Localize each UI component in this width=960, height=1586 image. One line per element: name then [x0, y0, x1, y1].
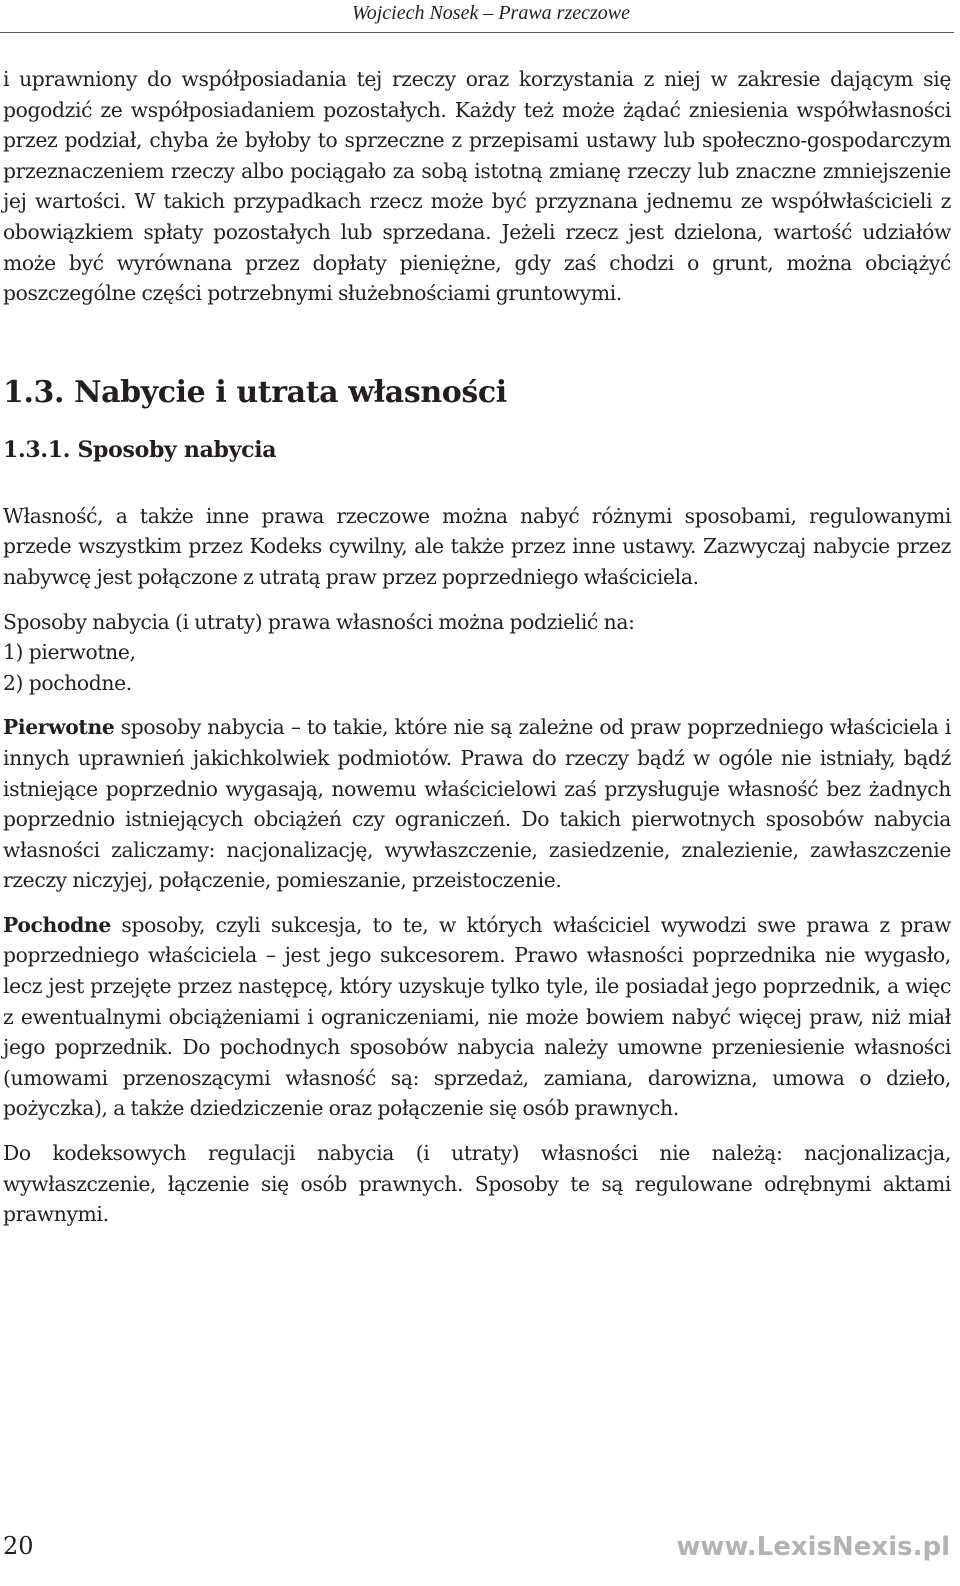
- paragraph-acquisition-intro: Własność, a także inne prawa rzeczowe można nabyć różnymi sposobami, regulowanymi przede wszystkim przez Kodeks cywilny, ale także przez inne ustawy. Zazwyczaj nabycie przez nabywcę jest połączone z utratą praw przez poprzedniego właściciela.: [3, 503, 951, 589]
- list-item-derivative: 2) pochodne.: [3, 670, 132, 695]
- derivative-acquisition-text: sposoby, czyli sukcesja, to te, w których właściciel wywodzi swe prawa z praw poprzedniego właściciela – jest jego sukcesorem. Prawo własności poprzednika nie wygasło, lecz jest przejęte przez następcę, który uzyskuje tylko tyle, ile posiadał jego poprzednik, a więc z ewentualnymi obciążeniami i ograniczeniami, nie może bowiem nabyć więcej praw, niż miał jego poprzednik. Do pochodnych sposobów nabycia należy umowne przeniesienie własności (umowami przenoszącymi własność są: sprzedaż, zamiana, darowizna, umowa o dzieło, pożyczka), a także dziedziczenie oraz połączenie się osób prawnych.: [3, 912, 951, 1121]
- term-original: Pierwotne: [3, 715, 115, 740]
- term-derivative: Pochodne: [3, 912, 111, 937]
- page-body: [3, 64, 951, 1230]
- section-heading: 1.3. Nabycie i utrata własności: [3, 374, 507, 410]
- paragraph-code-regulations: Do kodeksowych regulacji nabycia (i utraty) własności nie należą: nacjonalizacja, wywłaszczenie, łączenie się osób prawnych. Sposoby te są regulowane odrębnymi aktami prawnymi.: [3, 1141, 951, 1227]
- paragraph-original-acquisition: [3, 712, 951, 896]
- paragraph-coownership: i uprawniony do współposiadania tej rzeczy oraz korzystania z niej w zakresie dającym się pogodzić ze współposiadaniem pozostałych. Każdy też może żądać zniesienia współwłasności przez podział, chyba że byłoby to sprzeczne z przepisami ustawy lub społeczno-gospodarczym przeznaczeniem rzeczy albo pociągało za sobą istotną zmianę rzeczy lub znaczne zmniejszenie jej wartości. W takich przypadkach rzecz może być przyznana jednemu ze współwłaścicieli z obowiązkiem spłaty pozostałych lub sprzedana. Jeżeli rzecz jest dzielona, wartość udziałów może być wyrównana przez dopłaty pieniężne, gdy zaś chodzi o grunt, można obciążyć poszczególne części potrzebnymi służebnościami gruntowymi.: [3, 67, 951, 306]
- publisher-url: www.LexisNexis.pl: [676, 1532, 950, 1562]
- header-rule: [0, 32, 954, 33]
- paragraph-acquisition-types: Sposoby nabycia (i utraty) prawa własności można podzielić na:: [3, 609, 635, 634]
- list-item-original: 1) pierwotne,: [3, 640, 136, 665]
- paragraph-derivative-acquisition: [3, 910, 951, 1124]
- running-head: Wojciech Nosek – Prawa rzeczowe: [351, 2, 630, 24]
- page-number: 20: [3, 1532, 34, 1560]
- subsection-heading: 1.3.1. Sposoby nabycia: [3, 436, 277, 463]
- original-acquisition-text: sposoby nabycia – to takie, które nie są zależne od praw poprzedniego właściciela i innych uprawnień jakichkolwiek podmiotów. Prawa do rzeczy bądź w ogóle nie istniały, bądź istniejące poprzednio wygasają, nowemu właścicielowi zaś przysługuje własność bez żadnych poprzednio istniejących obciążeń czy ograniczeń. Do takich pierwotnych sposobów nabycia własności zaliczamy: nacjonalizację, wywłaszczenie, zasiedzenie, znalezienie, zawłaszczenie rzeczy niczyjej, połączenie, pomieszanie, przeistoczenie.: [3, 715, 951, 893]
